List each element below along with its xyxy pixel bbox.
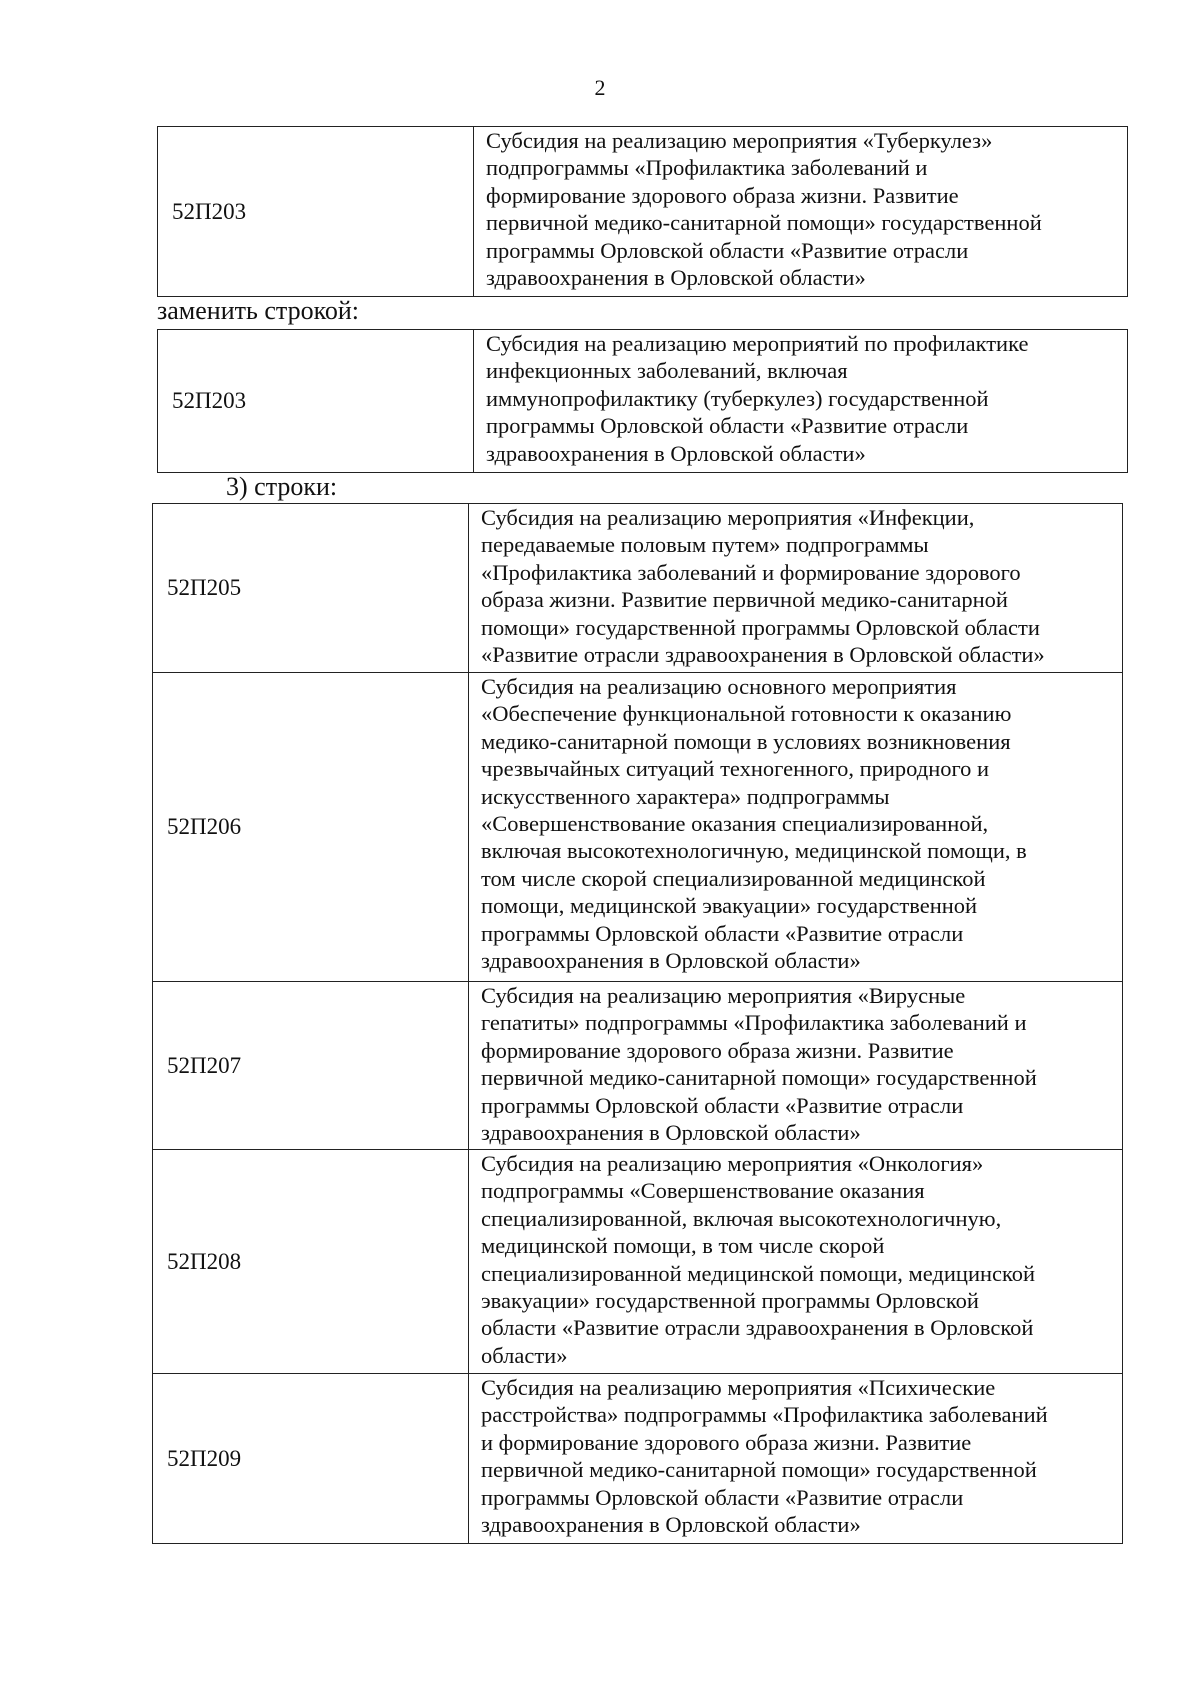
- description-line: специализированной медицинской помощи, медицинской: [481, 1260, 1036, 1286]
- description-line: формирование здорового образа жизни. Развитие: [481, 1037, 954, 1063]
- description-line: том числе скорой специализированной медицинской: [481, 865, 986, 891]
- description-line: «Развитие отрасли здравоохранения в Орловской области»: [481, 642, 1045, 668]
- description-line: подпрограммы «Профилактика заболеваний и: [486, 155, 928, 181]
- subsidy-description: [474, 330, 1128, 473]
- description-line: первичной медико-санитарной помощи» государственной: [481, 1457, 1037, 1483]
- description-line: здравоохранения в Орловской области»: [486, 440, 866, 466]
- description-line: помощи, медицинской эвакуации» государственной: [481, 893, 978, 919]
- description-line: подпрограммы «Совершенствование оказания: [481, 1178, 925, 1204]
- budget-code: 52П206: [153, 673, 469, 982]
- replace-caption: заменить строкой:: [157, 296, 360, 325]
- subsidy-description: [469, 504, 1123, 673]
- replacement-row-table: [157, 329, 1128, 473]
- description-line: здравоохранения в Орловской области»: [481, 1120, 861, 1146]
- description-line: программы Орловской области «Развитие отрасли: [481, 1484, 964, 1510]
- description-line: эвакуации» государственной программы Орловской: [481, 1288, 979, 1314]
- description-line: первичной медико-санитарной помощи» государственной: [486, 210, 1042, 236]
- description-line: специализированной, включая высокотехнологичную,: [481, 1205, 1002, 1231]
- budget-code: 52П209: [153, 1374, 469, 1544]
- description-line: и формирование здорового образа жизни. Развитие: [481, 1429, 972, 1455]
- subsidy-description: [474, 127, 1128, 297]
- description-line: включая высокотехнологичную, медицинской помощи, в: [481, 838, 1027, 864]
- budget-code: 52П208: [153, 1150, 469, 1374]
- table-row: [153, 1374, 1123, 1544]
- description-line: здравоохранения в Орловской области»: [481, 948, 861, 974]
- budget-code: 52П203: [158, 330, 474, 473]
- description-line: здравоохранения в Орловской области»: [486, 265, 866, 291]
- description-line: программы Орловской области «Развитие отрасли: [486, 237, 969, 263]
- description-line: «Совершенствование оказания специализированной,: [481, 811, 989, 837]
- description-line: Субсидия на реализацию мероприятия «Онкология»: [481, 1151, 984, 1176]
- budget-code: 52П205: [153, 504, 469, 673]
- subsidy-description: [469, 1374, 1123, 1544]
- description-line: передаваемые половым путем» подпрограммы: [481, 532, 929, 558]
- description-line: Субсидия на реализацию мероприятия «Вирусные: [481, 983, 966, 1008]
- description-line: Субсидия на реализацию мероприятия «Психические: [481, 1375, 996, 1400]
- description-line: искусственного характера» подпрограммы: [481, 783, 890, 809]
- description-line: «Профилактика заболеваний и формирование здорового: [481, 559, 1021, 585]
- description-line: формирование здорового образа жизни. Развитие: [486, 182, 959, 208]
- description-line: образа жизни. Развитие первичной медико-санитарной: [481, 587, 1008, 613]
- description-line: здравоохранения в Орловской области»: [481, 1512, 861, 1538]
- table-row: [153, 1150, 1123, 1374]
- subsidy-description: [469, 1150, 1123, 1374]
- description-line: чрезвычайных ситуаций техногенного, природного и: [481, 756, 990, 782]
- description-line: медицинской помощи, в том числе скорой: [481, 1233, 885, 1259]
- description-line: помощи» государственной программы Орловской области: [481, 614, 1040, 640]
- description-line: области «Развитие отрасли здравоохранения в Орловской: [481, 1315, 1034, 1341]
- description-line: Субсидия на реализацию мероприятий по профилактике: [486, 331, 1029, 356]
- table-row: [153, 673, 1123, 982]
- description-line: инфекционных заболеваний, включая: [486, 358, 848, 384]
- description-line: программы Орловской области «Развитие отрасли: [486, 413, 969, 439]
- subsidy-description: [469, 982, 1123, 1150]
- section-3-caption: 3) строки:: [226, 472, 338, 501]
- description-line: области»: [481, 1342, 568, 1368]
- budget-code: 52П203: [158, 127, 474, 297]
- description-line: первичной медико-санитарной помощи» государственной: [481, 1065, 1037, 1091]
- description-line: Субсидия на реализацию основного мероприятия: [481, 674, 957, 699]
- table-row: [158, 127, 1128, 297]
- page-number: 2: [594, 75, 606, 100]
- table-row: [153, 504, 1123, 673]
- table-row: [158, 330, 1128, 473]
- description-line: гепатиты» подпрограммы «Профилактика заболеваний и: [481, 1010, 1027, 1036]
- subsidy-description: [469, 673, 1123, 982]
- description-line: программы Орловской области «Развитие отрасли: [481, 1092, 964, 1118]
- table-row: [153, 982, 1123, 1150]
- description-line: Субсидия на реализацию мероприятия «Инфекции,: [481, 505, 975, 530]
- description-line: иммунопрофилактику (туберкулез) государственной: [486, 385, 989, 411]
- description-line: медико-санитарной помощи в условиях возникновения: [481, 728, 1011, 754]
- description-line: «Обеспечение функциональной готовности к оказанию: [481, 701, 1012, 727]
- original-row-table: [157, 126, 1128, 297]
- section-3-table: [152, 503, 1123, 1544]
- budget-code: 52П207: [153, 982, 469, 1150]
- description-line: Субсидия на реализацию мероприятия «Туберкулез»: [486, 128, 993, 153]
- description-line: программы Орловской области «Развитие отрасли: [481, 920, 964, 946]
- description-line: расстройства» подпрограммы «Профилактика заболеваний: [481, 1402, 1048, 1428]
